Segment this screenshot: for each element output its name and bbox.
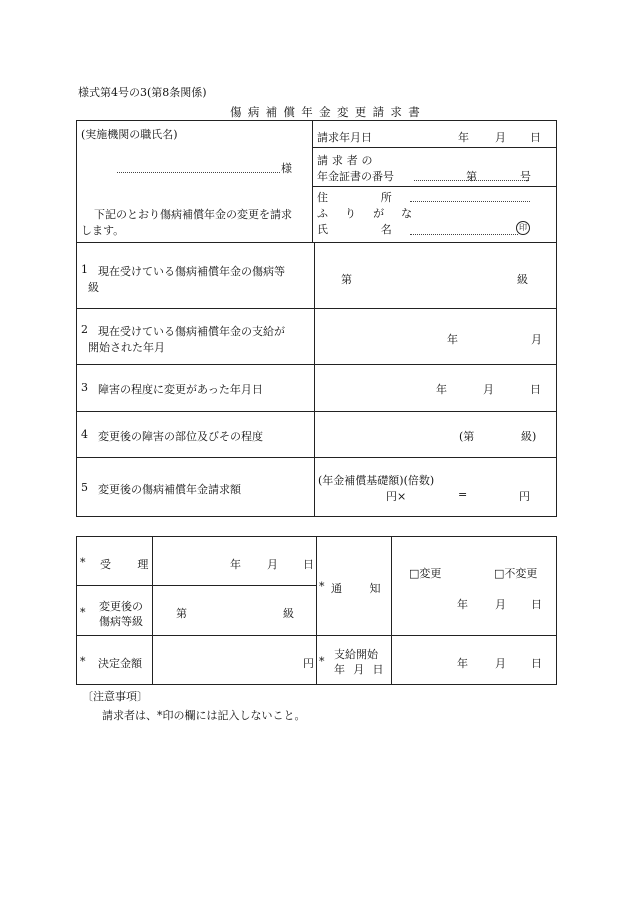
request-date-label: 請求年月日 (317, 131, 372, 144)
institution-label: (実施機関の職氏名) (81, 128, 178, 141)
item2-label: 現在受けている傷病補償年金の支給が (98, 325, 285, 338)
item4-kyu: 級) (521, 430, 537, 443)
item2-year: 年 (447, 333, 458, 346)
claimant-label: 請求者の (317, 154, 377, 167)
start-asterisk: * (319, 655, 325, 668)
not-changed-checkbox[interactable]: □不変更 (494, 567, 538, 580)
honorific: 様 (281, 162, 292, 175)
receipt-asterisk: * (80, 556, 86, 569)
name-field[interactable] (410, 234, 518, 235)
address-label: 住所 (317, 191, 445, 204)
receipt-label: 受理 (100, 558, 175, 571)
item3-label: 障害の程度に変更があった年月日 (98, 383, 263, 396)
item2-month: 月 (531, 333, 542, 346)
address-field[interactable] (410, 201, 530, 202)
item3-year: 年 (436, 383, 447, 396)
new-grade-label-2: 傷病等級 (99, 615, 143, 628)
item5-equals: = (458, 488, 468, 501)
item3-month: 月 (483, 383, 494, 396)
receipt-year: 年 (230, 558, 241, 571)
item1-dai: 第 (341, 273, 352, 286)
seal-mark: 印 (516, 221, 530, 235)
item1-label-cont: 級 (88, 281, 99, 294)
item5-yen-times: 円× (386, 490, 407, 503)
name-label: 氏名 (317, 223, 445, 236)
item2-number: 2 (81, 323, 88, 336)
item1-kyu: 級 (517, 273, 528, 286)
form-number: 様式第4号の3(第8条関係) (78, 86, 207, 99)
payment-start-label-2: 年月日 (334, 663, 392, 676)
request-text-line2: します。 (81, 224, 125, 237)
item5-yen: 円 (519, 490, 530, 503)
form-title: 傷病補償年金変更請求書 (230, 105, 427, 119)
request-month-unit: 月 (495, 131, 506, 144)
amount-asterisk: * (80, 655, 86, 668)
new-grade-kyu: 級 (283, 607, 294, 620)
new-grade-dai: 第 (176, 607, 187, 620)
start-month: 月 (495, 657, 506, 670)
furigana-label: ふりがな (317, 207, 430, 220)
item1-number: 1 (81, 263, 88, 276)
start-year: 年 (457, 657, 468, 670)
request-day-unit: 日 (530, 131, 541, 144)
certificate-number-label: 年金証書の番号 (317, 170, 394, 183)
cert-go: 号 (520, 170, 531, 183)
changed-checkbox[interactable]: □変更 (409, 567, 442, 580)
notes-heading: 〔注意事項〕 (82, 690, 148, 703)
receipt-day: 日 (303, 558, 314, 571)
item3-number: 3 (81, 381, 88, 394)
new-grade-label-1: 変更後の (99, 600, 143, 613)
grade-asterisk: * (80, 606, 86, 619)
notice-day: 日 (531, 598, 542, 611)
item4-dai: (第 (459, 430, 475, 443)
payment-start-label-1: 支給開始 (334, 648, 378, 661)
item1-label: 現在受けている傷病補償年金の傷病等 (98, 265, 285, 278)
item5-number: 5 (81, 481, 88, 494)
notice-label: 通知 (331, 582, 408, 595)
request-year-unit: 年 (458, 131, 469, 144)
item3-day: 日 (530, 383, 541, 396)
decided-amount-yen: 円 (303, 657, 314, 670)
item2-label-cont: 開始された年月 (88, 341, 165, 354)
cert-dai: 第 (466, 170, 477, 183)
notice-year: 年 (457, 598, 468, 611)
item4-number: 4 (81, 428, 88, 441)
notes-text: 請求者は、*印の欄には記入しないこと。 (102, 709, 306, 722)
item5-label: 変更後の傷病補償年金請求額 (98, 483, 241, 496)
notice-month: 月 (495, 598, 506, 611)
item5-sub-label: (年金補償基礎額)(倍数) (318, 474, 435, 487)
request-text-line1: 下記のとおり傷病補償年金の変更を請求 (94, 208, 292, 221)
institution-name-field[interactable] (117, 172, 280, 173)
decided-amount-label: 決定金額 (98, 657, 142, 670)
notice-asterisk: * (319, 580, 325, 593)
receipt-month: 月 (267, 558, 278, 571)
item4-label: 変更後の障害の部位及びその程度 (98, 430, 263, 443)
start-day: 日 (531, 657, 542, 670)
